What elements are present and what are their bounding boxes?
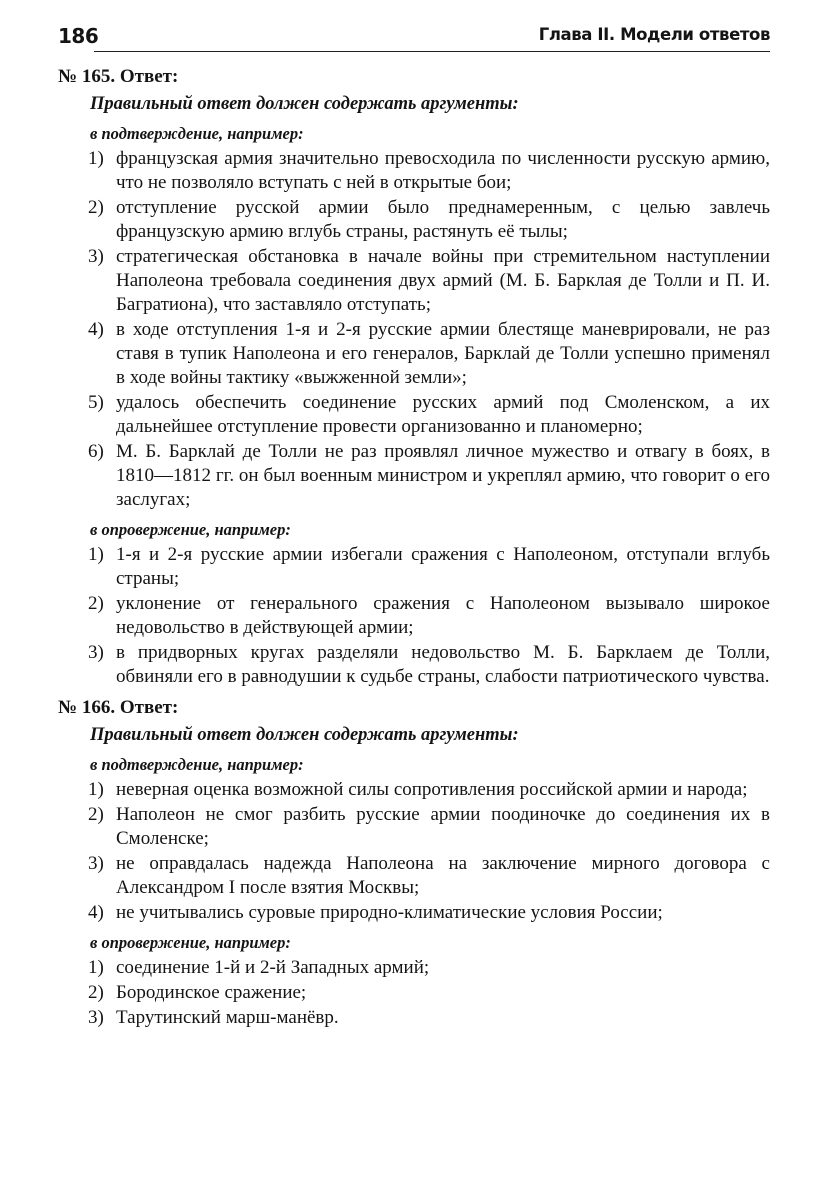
confirm-heading: в подтверждение, например: bbox=[90, 755, 304, 774]
list-item: 6) М. Б. Барклай де Толли не раз проявлял личное мужество и отвагу в боях, в 1810—1812 гг. он был военным министром и укреплял армию, что говорит о его заслугах; bbox=[88, 441, 770, 510]
list-item: 1) соединение 1-й и 2-й Западных армий; bbox=[88, 957, 430, 978]
list-item: 3) Тарутинский марш-манёвр. bbox=[88, 1007, 339, 1028]
chapter-title: Глава II. Модели ответов bbox=[538, 25, 770, 44]
refute-list bbox=[58, 543, 770, 689]
page-content bbox=[58, 64, 770, 1030]
list-item: 2) отступление русской армии было преднамеренным, с целью завлечь французскую армию вглубь страны, растянуть её тылы; bbox=[88, 197, 770, 242]
refute-list bbox=[58, 956, 770, 1030]
answer-title: № 165. Ответ: bbox=[58, 66, 179, 87]
list-item: 4) не учитывались суровые природно-климатические условия России; bbox=[88, 902, 663, 923]
list-item: 1) 1-я и 2-я русские армии избегали сражения с Наполеоном, отступали вглубь страны; bbox=[88, 544, 770, 589]
answer-intro: Правильный ответ должен содержать аргументы: bbox=[90, 94, 519, 114]
answer-block-166 bbox=[58, 695, 770, 1030]
answer-intro: Правильный ответ должен содержать аргументы: bbox=[90, 725, 519, 745]
header-rule bbox=[94, 51, 770, 52]
list-item: 3) не оправдалась надежда Наполеона на заключение мирного договора с Александром I после взятия Москвы; bbox=[88, 853, 770, 898]
list-item: 3) в придворных кругах разделяли недовольство М. Б. Барклаем де Толли, обвиняли его в равнодушии к судьбе страны, слабости патриотического чувства. bbox=[88, 642, 770, 687]
list-item: 3) стратегическая обстановка в начале войны при стремительном наступлении Наполеона требовала соединения двух армий (М. Б. Барклая де Толли и П. И. Багратиона), что заставляло отступать; bbox=[88, 246, 770, 315]
list-item: 2) Бородинское сражение; bbox=[88, 982, 307, 1003]
list-item: 4) в ходе отступления 1-я и 2-я русские армии блестяще маневрировали, не раз ставя в тупик Наполеона и его генералов, Барклай де Толли успешно применял в ходе войны тактику «выжженной земли»; bbox=[88, 319, 770, 388]
answer-title: № 166. Ответ: bbox=[58, 697, 179, 718]
list-item: 1) неверная оценка возможной силы сопротивления российской армии и народа; bbox=[88, 779, 748, 800]
confirm-list bbox=[58, 147, 770, 512]
refute-heading: в опровержение, например: bbox=[90, 520, 291, 539]
page-number: 186 bbox=[58, 24, 99, 48]
confirm-list bbox=[58, 778, 770, 925]
list-item: 5) удалось обеспечить соединение русских армий под Смоленском, а их дальнейшее отступление провести организованно и планомерно; bbox=[88, 392, 770, 437]
list-item: 1) французская армия значительно превосходила по численности русскую армию, что не позволяло вступать с ней в открытые бои; bbox=[88, 148, 770, 193]
answer-block-165 bbox=[58, 64, 770, 689]
list-item: 2) уклонение от генерального сражения с Наполеоном вызывало широкое недовольство в действующей армии; bbox=[88, 593, 770, 638]
refute-heading: в опровержение, например: bbox=[90, 933, 291, 952]
confirm-heading: в подтверждение, например: bbox=[90, 124, 304, 143]
list-item: 2) Наполеон не смог разбить русские армии поодиночке до соединения их в Смоленске; bbox=[88, 804, 770, 849]
page-header bbox=[58, 22, 770, 52]
